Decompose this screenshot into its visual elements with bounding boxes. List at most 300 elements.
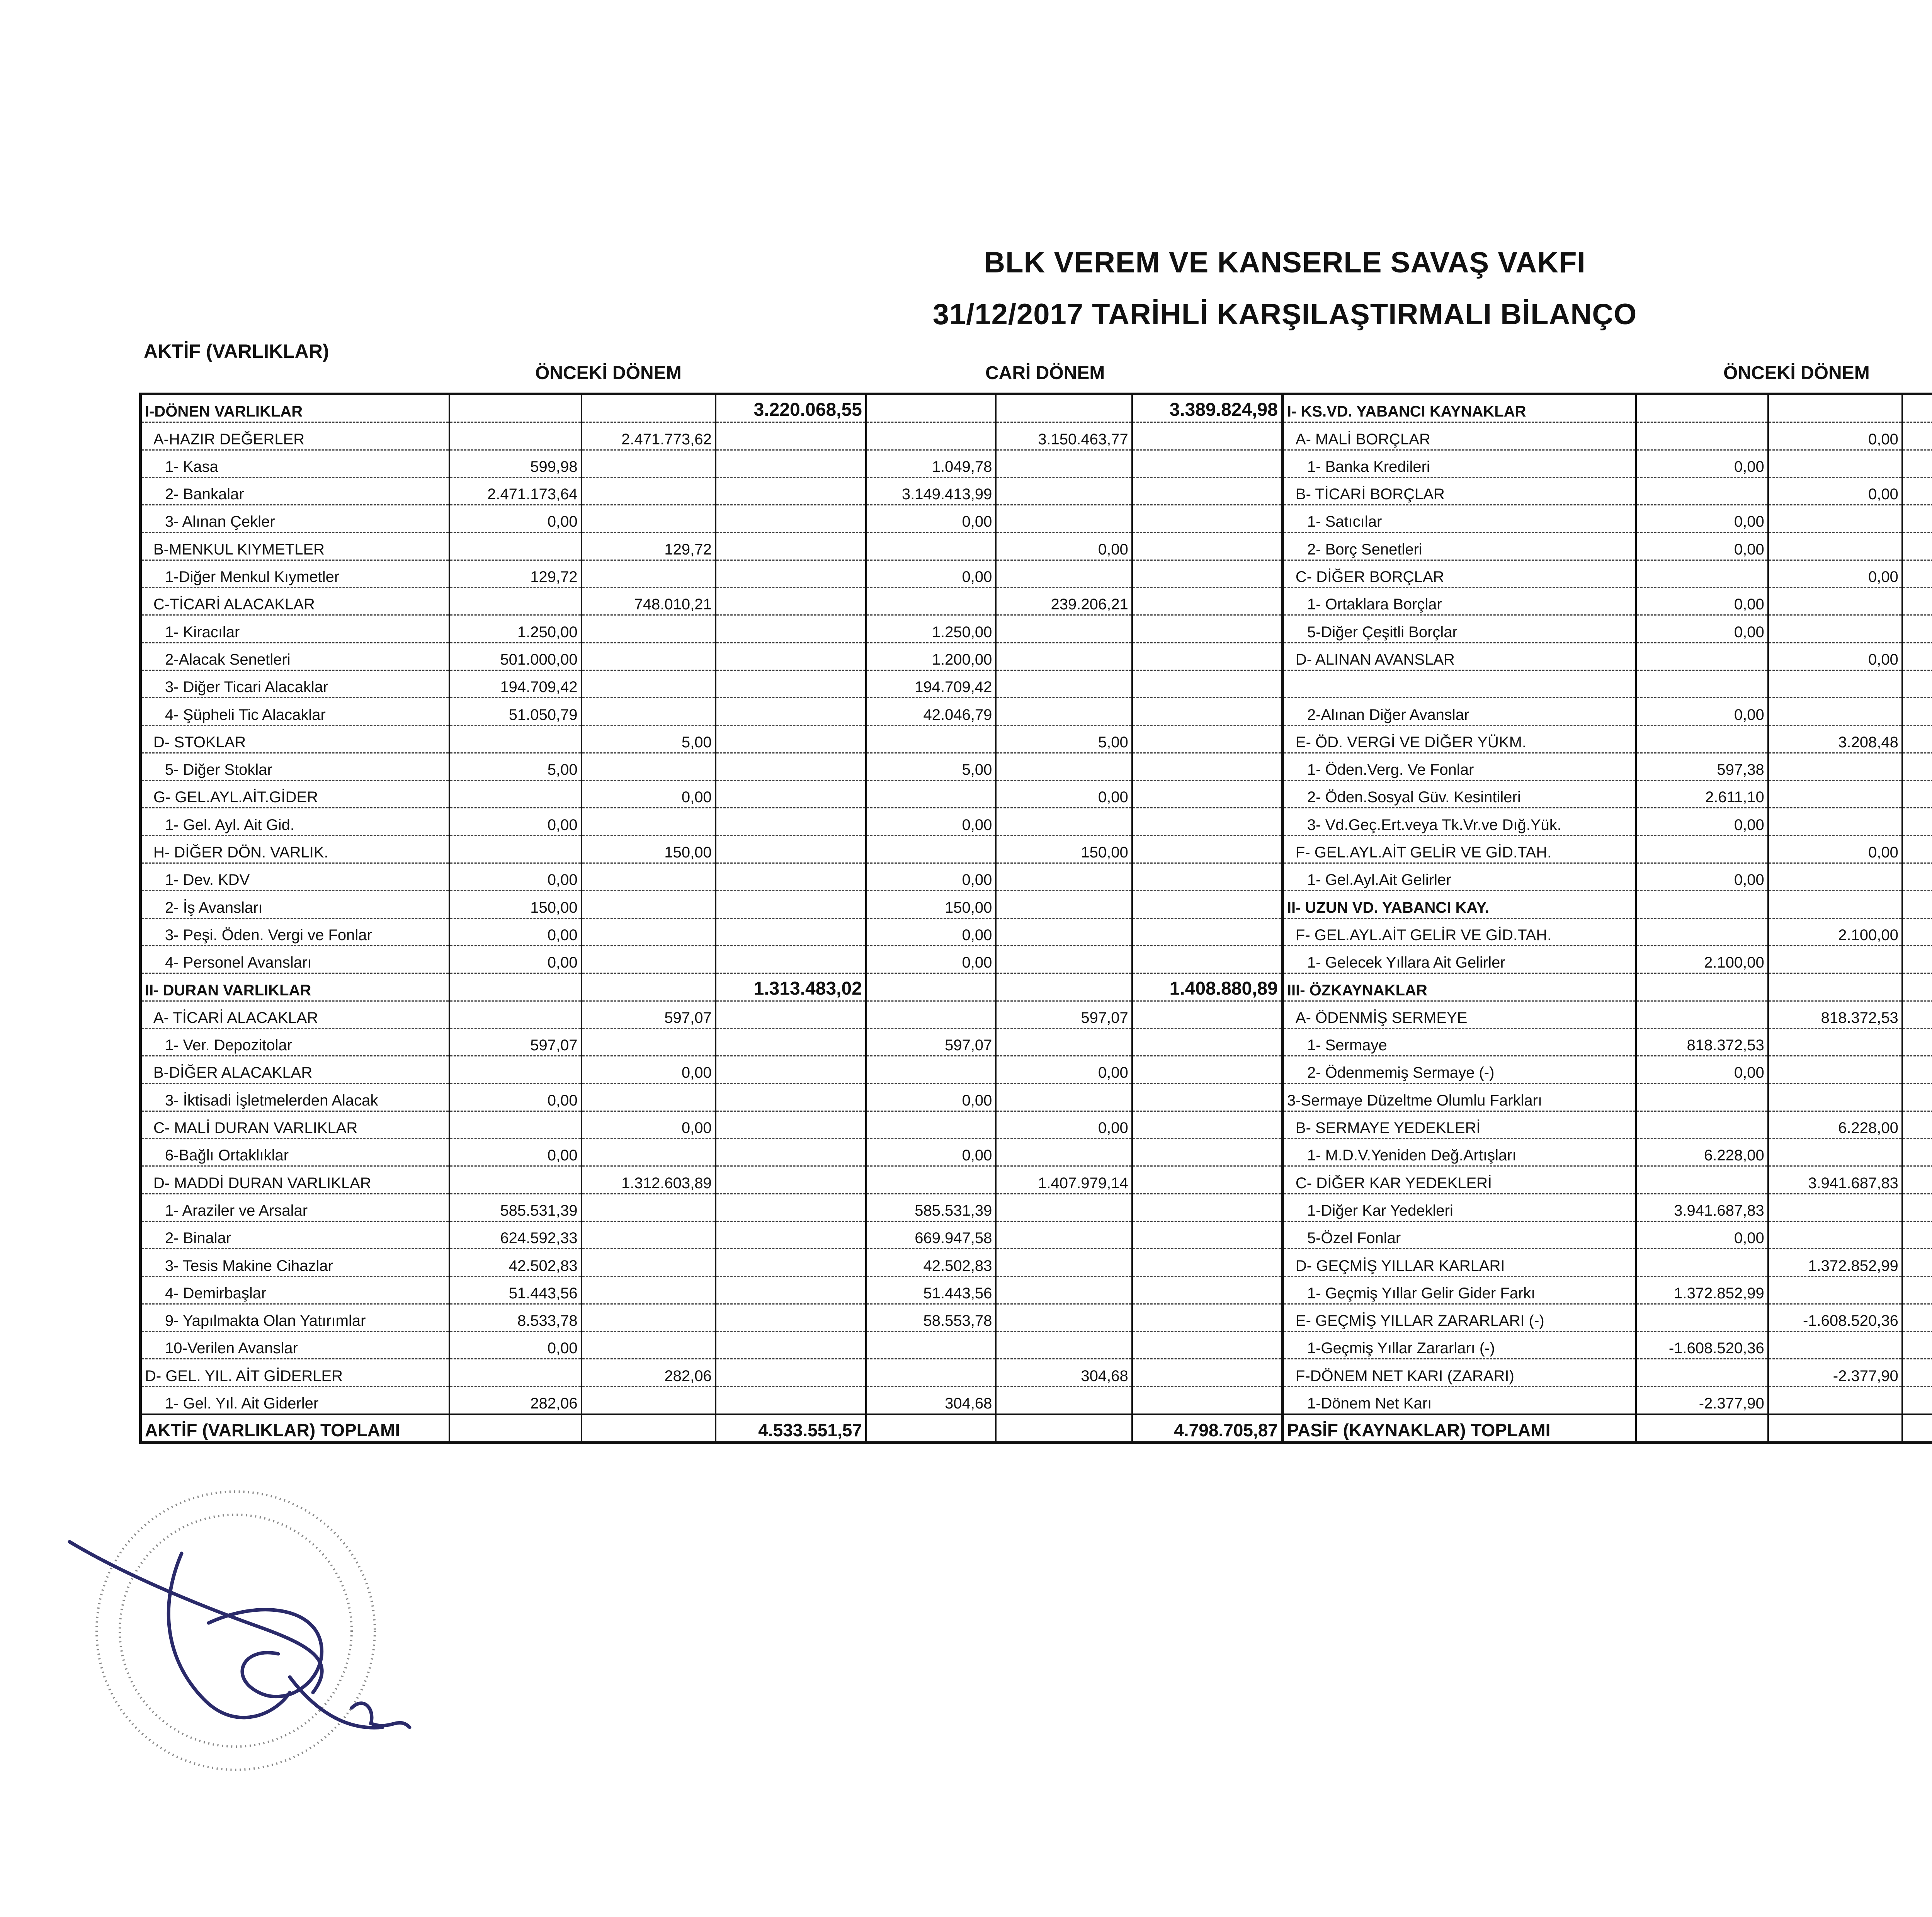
aktif-current-value-col3 [1132, 532, 1282, 560]
pasif-account-label: I- KS.VD. YABANCI KAYNAKLAR [1282, 394, 1636, 422]
aktif-previous-value-col2: 0,00 [582, 1111, 716, 1138]
aktif-account-label: AKTİF (VARLIKLAR) TOPLAMI [141, 1414, 449, 1443]
aktif-current-value-col3: 3.389.824,98 [1132, 394, 1282, 422]
pasif-account-label: F- GEL.AYL.AİT GELİR VE GİD.TAH. [1282, 918, 1636, 946]
aktif-current-value-col2 [996, 753, 1132, 780]
aktif-account-label: 4- Demirbaşlar [141, 1276, 449, 1304]
aktif-previous-value-col3 [716, 643, 866, 670]
aktif-previous-value-col3 [716, 725, 866, 753]
table-row [141, 588, 1932, 615]
aktif-previous-value-col1 [449, 1414, 582, 1443]
pasif-previous-value-col3 [1902, 973, 1932, 1001]
pasif-previous-value-col2: 0,00 [1768, 643, 1902, 670]
aktif-previous-value-col3 [716, 835, 866, 863]
aktif-previous-value-col1: 51.443,56 [449, 1276, 582, 1304]
aktif-previous-value-col3: 3.220.068,55 [716, 394, 866, 422]
aktif-current-value-col1: 0,00 [866, 560, 996, 587]
table-row [141, 532, 1932, 560]
aktif-current-value-col1: 669.947,58 [866, 1221, 996, 1249]
pasif-previous-value-col3 [1902, 450, 1932, 477]
pasif-account-label: 2- Öden.Sosyal Güv. Kesintileri [1282, 781, 1636, 808]
pasif-previous-value-col2: -2.377,90 [1768, 1359, 1902, 1386]
aktif-account-label: 1- Araziler ve Arsalar [141, 1194, 449, 1221]
pasif-previous-value-col1: 1.372.852,99 [1636, 1276, 1768, 1304]
pasif-account-label: 1- Banka Kredileri [1282, 450, 1636, 477]
pasif-previous-value-col2 [1768, 1056, 1902, 1084]
aktif-account-label: 1- Gel. Yıl. Ait Giderler [141, 1386, 449, 1414]
aktif-account-label: 3- İktisadi İşletmelerden Alacak [141, 1084, 449, 1111]
aktif-current-value-col2: 0,00 [996, 1056, 1132, 1084]
aktif-account-label: 2- İş Avansları [141, 891, 449, 918]
aktif-current-value-col3 [1132, 1139, 1282, 1166]
aktif-current-value-col1 [866, 1332, 996, 1359]
pasif-previous-value-col1 [1636, 422, 1768, 450]
pasif-previous-value-col3 [1902, 615, 1932, 643]
pasif-previous-value-col1: 6.228,00 [1636, 1139, 1768, 1166]
pasif-previous-value-col3 [1902, 753, 1932, 780]
pasif-previous-value-col1 [1636, 725, 1768, 753]
table-row [141, 1084, 1932, 1111]
pasif-previous-value-col1 [1636, 1111, 1768, 1138]
aktif-previous-value-col3 [716, 1001, 866, 1028]
organization-title: BLK VEREM VE KANSERLE SAVAŞ VAKFI [984, 246, 1586, 279]
aktif-account-label: II- DURAN VARLIKLAR [141, 973, 449, 1001]
pasif-previous-value-col3 [1902, 422, 1932, 450]
pasif-previous-value-col3 [1902, 835, 1932, 863]
aktif-current-value-col2 [996, 1249, 1132, 1276]
aktif-current-value-col2: 3.150.463,77 [996, 422, 1132, 450]
pasif-previous-value-col1 [1636, 394, 1768, 422]
aktif-previous-value-col1: 1.250,00 [449, 615, 582, 643]
aktif-previous-value-col3 [716, 477, 866, 505]
pasif-previous-value-col3 [1902, 1304, 1932, 1331]
aktif-previous-value-col1: 2.471.173,64 [449, 477, 582, 505]
pasif-previous-value-col2 [1768, 973, 1902, 1001]
aktif-previous-value-col3 [716, 560, 866, 587]
aktif-current-value-col1 [866, 1111, 996, 1138]
aktif-current-value-col1 [866, 394, 996, 422]
table-row [141, 1386, 1932, 1414]
aktif-current-value-col2 [996, 808, 1132, 835]
aktif-current-value-col2 [996, 670, 1132, 697]
pasif-previous-value-col2: 0,00 [1768, 422, 1902, 450]
aktif-previous-value-col2: 2.471.773,62 [582, 422, 716, 450]
aktif-current-value-col3 [1132, 891, 1282, 918]
table-row [141, 560, 1932, 587]
aktif-previous-value-col2 [582, 918, 716, 946]
aktif-current-value-col1: 0,00 [866, 1084, 996, 1111]
aktif-previous-value-col2 [582, 394, 716, 422]
pasif-account-label: D- GEÇMİŞ YILLAR KARLARI [1282, 1249, 1636, 1276]
table-row [141, 1304, 1932, 1331]
aktif-previous-value-col2 [582, 1084, 716, 1111]
aktif-current-value-col1 [866, 1056, 996, 1084]
pasif-previous-value-col3 [1902, 891, 1932, 918]
aktif-current-value-col1: 0,00 [866, 946, 996, 973]
pasif-previous-value-col2 [1768, 394, 1902, 422]
aktif-current-value-col2 [996, 477, 1132, 505]
table-row [141, 1139, 1932, 1166]
table-row [141, 725, 1932, 753]
pasif-previous-value-col2 [1768, 1276, 1902, 1304]
pasif-account-label: E- GEÇMİŞ YILLAR ZARARLARI (-) [1282, 1304, 1636, 1331]
pasif-previous-value-col3 [1902, 1332, 1932, 1359]
aktif-current-value-col1: 194.709,42 [866, 670, 996, 697]
aktif-current-value-col1 [866, 1166, 996, 1194]
aktif-account-label: C-TİCARİ ALACAKLAR [141, 588, 449, 615]
aktif-current-value-col1: 1.049,78 [866, 450, 996, 477]
aktif-previous-value-col3: 4.533.551,57 [716, 1414, 866, 1443]
aktif-current-value-col1: 0,00 [866, 505, 996, 532]
aktif-current-value-col2: 150,00 [996, 835, 1132, 863]
aktif-previous-value-col3 [716, 1359, 866, 1386]
aktif-previous-value-col1 [449, 422, 582, 450]
table-row [141, 615, 1932, 643]
aktif-current-value-col1: 51.443,56 [866, 1276, 996, 1304]
aktif-previous-value-col1 [449, 973, 582, 1001]
aktif-account-label: 1- Kiracılar [141, 615, 449, 643]
aktif-current-value-col2 [996, 1221, 1132, 1249]
pasif-account-label: 1- Öden.Verg. Ve Fonlar [1282, 753, 1636, 780]
aktif-previous-value-col2 [582, 891, 716, 918]
aktif-current-value-col2: 0,00 [996, 781, 1132, 808]
pasif-previous-value-col1: 2.100,00 [1636, 946, 1768, 973]
pasif-previous-value-col1: 0,00 [1636, 1221, 1768, 1249]
aktif-account-label: D- GEL. YIL. AİT GİDERLER [141, 1359, 449, 1386]
aktif-previous-value-col3 [716, 1304, 866, 1331]
pasif-previous-value-col2: -1.608.520,36 [1768, 1304, 1902, 1331]
pasif-previous-value-col3 [1902, 1221, 1932, 1249]
aktif-previous-value-col3 [716, 1386, 866, 1414]
pasif-previous-value-col3 [1902, 532, 1932, 560]
aktif-current-value-col2 [996, 698, 1132, 725]
pasif-previous-value-col2 [1768, 532, 1902, 560]
table-row [141, 1332, 1932, 1359]
aktif-account-label: 3- Tesis Makine Cihazlar [141, 1249, 449, 1276]
aktif-previous-value-col2 [582, 1332, 716, 1359]
pasif-account-label: 2- Borç Senetleri [1282, 532, 1636, 560]
pasif-previous-value-col3 [1902, 1276, 1932, 1304]
aktif-account-label: 2- Bankalar [141, 477, 449, 505]
pasif-previous-value-col1 [1636, 891, 1768, 918]
aktif-current-value-col3 [1132, 1304, 1282, 1331]
pasif-account-label: 1- Gel.Ayl.Ait Gelirler [1282, 863, 1636, 891]
aktif-previous-value-col3 [716, 1028, 866, 1056]
pasif-account-label: 3-Sermaye Düzeltme Olumlu Farkları [1282, 1084, 1636, 1111]
pasif-account-label: 1- Geçmiş Yıllar Gelir Gider Farkı [1282, 1276, 1636, 1304]
aktif-current-value-col3 [1132, 946, 1282, 973]
aktif-previous-value-col2: 0,00 [582, 781, 716, 808]
aktif-account-label: 2- Binalar [141, 1221, 449, 1249]
aktif-current-value-col3 [1132, 1028, 1282, 1056]
pasif-account-label: PASİF (KAYNAKLAR) TOPLAMI [1282, 1414, 1636, 1443]
pasif-previous-value-col1: 0,00 [1636, 505, 1768, 532]
pasif-previous-value-col1 [1636, 1249, 1768, 1276]
pasif-previous-value-col2 [1768, 505, 1902, 532]
pasif-previous-value-col3 [1902, 1166, 1932, 1194]
aktif-previous-value-col1 [449, 588, 582, 615]
aktif-previous-value-col2 [582, 670, 716, 697]
table-row [141, 505, 1932, 532]
aktif-current-value-col2 [996, 1194, 1132, 1221]
aktif-previous-value-col1: 624.592,33 [449, 1221, 582, 1249]
aktif-previous-value-col3 [716, 1166, 866, 1194]
pasif-previous-value-col2 [1768, 1414, 1902, 1443]
aktif-previous-value-col3 [716, 1221, 866, 1249]
aktif-previous-value-col3 [716, 1332, 866, 1359]
pasif-previous-value-col2 [1768, 808, 1902, 835]
aktif-current-value-col1: 0,00 [866, 863, 996, 891]
aktif-current-period-heading: CARİ DÖNEM [985, 363, 1105, 383]
aktif-current-value-col1: 0,00 [866, 918, 996, 946]
pasif-account-label: 1- Gelecek Yıllara Ait Gelirler [1282, 946, 1636, 973]
aktif-current-value-col2 [996, 863, 1132, 891]
aktif-previous-value-col2 [582, 1139, 716, 1166]
aktif-previous-value-col1: 585.531,39 [449, 1194, 582, 1221]
pasif-account-label: C- DİĞER KAR YEDEKLERİ [1282, 1166, 1636, 1194]
aktif-current-value-col3 [1132, 1359, 1282, 1386]
pasif-previous-value-col1 [1636, 918, 1768, 946]
aktif-previous-value-col1 [449, 1359, 582, 1386]
aktif-previous-value-col1: 0,00 [449, 1084, 582, 1111]
pasif-previous-value-col1: 818.372,53 [1636, 1028, 1768, 1056]
aktif-current-value-col2 [996, 1332, 1132, 1359]
aktif-current-value-col2 [996, 1386, 1132, 1414]
aktif-current-value-col1: 150,00 [866, 891, 996, 918]
pasif-previous-value-col2 [1768, 1084, 1902, 1111]
pasif-previous-value-col1: -2.377,90 [1636, 1386, 1768, 1414]
pasif-previous-value-col2 [1768, 946, 1902, 973]
table-row [141, 863, 1932, 891]
aktif-previous-value-col3 [716, 946, 866, 973]
pasif-account-label: A- MALİ BORÇLAR [1282, 422, 1636, 450]
aktif-current-value-col2 [996, 918, 1132, 946]
aktif-previous-value-col3 [716, 781, 866, 808]
pasif-previous-value-col3 [1902, 670, 1932, 697]
aktif-account-label: C- MALİ DURAN VARLIKLAR [141, 1111, 449, 1138]
aktif-current-value-col2: 0,00 [996, 1111, 1132, 1138]
pasif-previous-value-col2 [1768, 1386, 1902, 1414]
pasif-previous-value-col1 [1636, 973, 1768, 1001]
pasif-account-label: 1- Sermaye [1282, 1028, 1636, 1056]
aktif-current-value-col2 [996, 450, 1132, 477]
table-row [141, 1276, 1932, 1304]
aktif-account-label: 1-Diğer Menkul Kıymetler [141, 560, 449, 587]
aktif-previous-value-col2 [582, 643, 716, 670]
pasif-account-label: 5-Diğer Çeşitli Borçlar [1282, 615, 1636, 643]
pasif-previous-value-col3 [1902, 1056, 1932, 1084]
aktif-previous-value-col2 [582, 505, 716, 532]
pasif-previous-value-col3 [1902, 394, 1932, 422]
aktif-previous-value-col3: 1.313.483,02 [716, 973, 866, 1001]
aktif-previous-value-col2 [582, 753, 716, 780]
table-row [141, 891, 1932, 918]
pasif-previous-value-col2 [1768, 1194, 1902, 1221]
pasif-previous-value-col1: 0,00 [1636, 698, 1768, 725]
table-row [141, 477, 1932, 505]
pasif-account-label: 1-Diğer Kar Yedekleri [1282, 1194, 1636, 1221]
official-stamp-and-signature [43, 1461, 429, 1808]
aktif-current-value-col1: 0,00 [866, 1139, 996, 1166]
aktif-current-value-col1 [866, 835, 996, 863]
aktif-previous-value-col2 [582, 450, 716, 477]
aktif-previous-value-col3 [716, 615, 866, 643]
aktif-previous-value-col3 [716, 1194, 866, 1221]
aktif-account-label: 1- Dev. KDV [141, 863, 449, 891]
aktif-current-value-col3 [1132, 1221, 1282, 1249]
pasif-account-label: D- ALINAN AVANSLAR [1282, 643, 1636, 670]
pasif-previous-value-col3 [1902, 1249, 1932, 1276]
pasif-previous-value-col1: 0,00 [1636, 588, 1768, 615]
pasif-previous-value-col1: 0,00 [1636, 863, 1768, 891]
aktif-current-value-col3 [1132, 477, 1282, 505]
aktif-current-value-col3 [1132, 1001, 1282, 1028]
pasif-previous-value-col2: 0,00 [1768, 835, 1902, 863]
aktif-current-value-col1: 304,68 [866, 1386, 996, 1414]
pasif-previous-value-col1 [1636, 1001, 1768, 1028]
pasif-previous-value-col1: 0,00 [1636, 450, 1768, 477]
aktif-account-label: I-DÖNEN VARLIKLAR [141, 394, 449, 422]
aktif-previous-value-col3 [716, 1139, 866, 1166]
table-row [141, 1028, 1932, 1056]
aktif-previous-value-col3 [716, 670, 866, 697]
aktif-previous-value-col3 [716, 505, 866, 532]
aktif-previous-value-col2: 150,00 [582, 835, 716, 863]
aktif-previous-value-col1: 0,00 [449, 946, 582, 973]
table-row [141, 670, 1932, 697]
pasif-previous-value-col3 [1902, 477, 1932, 505]
aktif-account-label: D- STOKLAR [141, 725, 449, 753]
aktif-current-value-col3 [1132, 643, 1282, 670]
pasif-account-label: 2- Ödenmemiş Sermaye (-) [1282, 1056, 1636, 1084]
table-row [141, 1111, 1932, 1138]
aktif-previous-value-col3 [716, 753, 866, 780]
table-row [141, 753, 1932, 780]
pasif-previous-value-col1: 0,00 [1636, 1056, 1768, 1084]
pasif-account-label: B- SERMAYE YEDEKLERİ [1282, 1111, 1636, 1138]
aktif-current-value-col2: 597,07 [996, 1001, 1132, 1028]
aktif-current-value-col1: 3.149.413,99 [866, 477, 996, 505]
aktif-current-value-col3 [1132, 450, 1282, 477]
pasif-previous-value-col3 [1902, 918, 1932, 946]
pasif-previous-value-col1: 597,38 [1636, 753, 1768, 780]
aktif-previous-value-col3 [716, 1249, 866, 1276]
aktif-previous-value-col2 [582, 863, 716, 891]
aktif-current-value-col2 [996, 1028, 1132, 1056]
pasif-account-label: 1- Satıcılar [1282, 505, 1636, 532]
aktif-previous-value-col2 [582, 1028, 716, 1056]
aktif-account-label: G- GEL.AYL.AİT.GİDER [141, 781, 449, 808]
pasif-account-label: E- ÖD. VERGİ VE DİĞER YÜKM. [1282, 725, 1636, 753]
aktif-previous-value-col2 [582, 615, 716, 643]
pasif-previous-value-col1 [1636, 670, 1768, 697]
aktif-current-value-col3 [1132, 863, 1282, 891]
table-row [141, 946, 1932, 973]
aktif-current-value-col3 [1132, 1276, 1282, 1304]
pasif-previous-value-col3 [1902, 1084, 1932, 1111]
aktif-current-value-col3 [1132, 560, 1282, 587]
aktif-previous-value-col1 [449, 835, 582, 863]
aktif-account-label: 6-Bağlı Ortaklıklar [141, 1139, 449, 1166]
aktif-current-value-col3 [1132, 615, 1282, 643]
aktif-current-value-col2 [996, 891, 1132, 918]
aktif-current-value-col1 [866, 1001, 996, 1028]
aktif-previous-value-col1: 8.533,78 [449, 1304, 582, 1331]
pasif-previous-value-col2 [1768, 615, 1902, 643]
aktif-previous-value-col2: 129,72 [582, 532, 716, 560]
table-row [141, 450, 1932, 477]
aktif-previous-value-col2 [582, 1304, 716, 1331]
pasif-previous-value-col3 [1902, 1139, 1932, 1166]
table-row [141, 973, 1932, 1001]
pasif-previous-value-col1: 0,00 [1636, 532, 1768, 560]
aktif-current-value-col1: 42.502,83 [866, 1249, 996, 1276]
pasif-previous-value-col3 [1902, 781, 1932, 808]
aktif-previous-value-col1: 5,00 [449, 753, 582, 780]
pasif-previous-value-col3 [1902, 946, 1932, 973]
pasif-previous-value-col2 [1768, 1028, 1902, 1056]
pasif-previous-value-col1 [1636, 1414, 1768, 1443]
pasif-previous-value-col3 [1902, 560, 1932, 587]
aktif-previous-value-col1: 0,00 [449, 918, 582, 946]
aktif-previous-value-col2 [582, 1249, 716, 1276]
aktif-previous-value-col1 [449, 1111, 582, 1138]
table-row [141, 698, 1932, 725]
aktif-current-value-col3 [1132, 753, 1282, 780]
table-row [141, 835, 1932, 863]
aktif-previous-value-col2 [582, 973, 716, 1001]
aktif-current-value-col2: 304,68 [996, 1359, 1132, 1386]
document-title: 31/12/2017 TARİHLİ KARŞILAŞTIRMALI BİLANÇO [932, 298, 1637, 331]
aktif-current-value-col3 [1132, 918, 1282, 946]
table-row [141, 1001, 1932, 1028]
aktif-current-value-col1: 585.531,39 [866, 1194, 996, 1221]
aktif-account-label: 4- Personel Avansları [141, 946, 449, 973]
aktif-previous-value-col2: 0,00 [582, 1056, 716, 1084]
table-row [141, 1221, 1932, 1249]
aktif-current-value-col2: 1.407.979,14 [996, 1166, 1132, 1194]
aktif-account-label: 4- Şüpheli Tic Alacaklar [141, 698, 449, 725]
aktif-current-value-col3 [1132, 1056, 1282, 1084]
aktif-current-value-col3 [1132, 1166, 1282, 1194]
aktif-account-label: D- MADDİ DURAN VARLIKLAR [141, 1166, 449, 1194]
aktif-current-value-col1: 42.046,79 [866, 698, 996, 725]
table-row [141, 1166, 1932, 1194]
aktif-previous-value-col1: 599,98 [449, 450, 582, 477]
aktif-previous-value-col3 [716, 450, 866, 477]
pasif-previous-value-col3 [1902, 1111, 1932, 1138]
pasif-previous-value-col3 [1902, 725, 1932, 753]
table-row [141, 781, 1932, 808]
aktif-previous-value-col1: 150,00 [449, 891, 582, 918]
aktif-current-value-col3: 1.408.880,89 [1132, 973, 1282, 1001]
aktif-previous-value-col2: 1.312.603,89 [582, 1166, 716, 1194]
aktif-previous-value-col3 [716, 588, 866, 615]
aktif-current-value-col3 [1132, 505, 1282, 532]
aktif-previous-value-col3 [716, 1056, 866, 1084]
pasif-previous-value-col1: 3.941.687,83 [1636, 1194, 1768, 1221]
aktif-previous-value-col1 [449, 532, 582, 560]
table-row [141, 1359, 1932, 1386]
aktif-account-label: 1- Kasa [141, 450, 449, 477]
aktif-current-value-col3 [1132, 808, 1282, 835]
aktif-current-value-col3 [1132, 1084, 1282, 1111]
aktif-previous-value-col1: 51.050,79 [449, 698, 582, 725]
aktif-account-label: 10-Verilen Avanslar [141, 1332, 449, 1359]
aktif-previous-value-col2 [582, 1414, 716, 1443]
pasif-previous-value-col2 [1768, 1332, 1902, 1359]
aktif-account-label: 9- Yapılmakta Olan Yatırımlar [141, 1304, 449, 1331]
